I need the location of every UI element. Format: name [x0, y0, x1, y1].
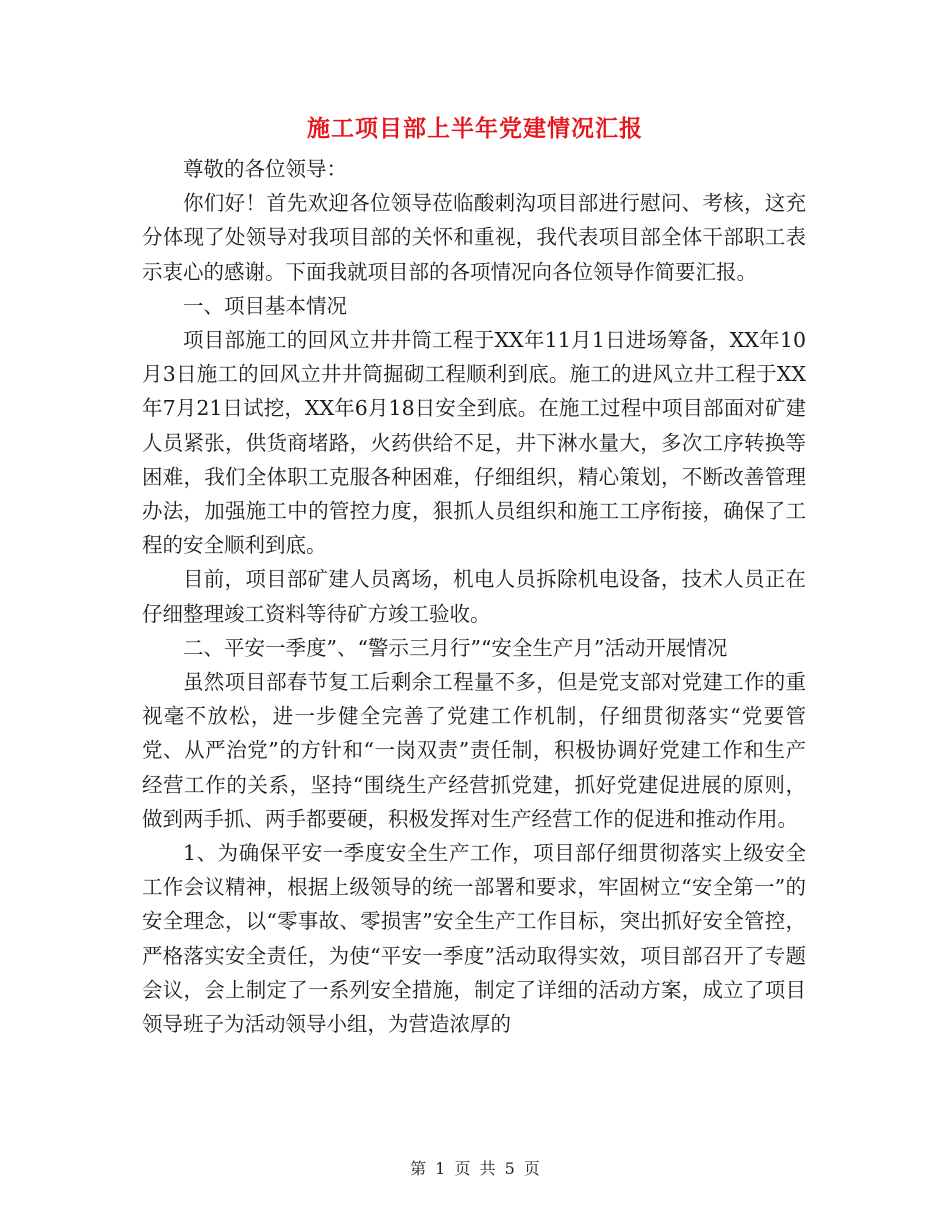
section-heading-1: 一、项目基本情况 [183, 293, 347, 318]
page-footer: 第 1 页 共 5 页 [410, 1159, 540, 1178]
document-body [142, 152, 806, 1041]
paragraph-current-status: 目前，项目部矿建人员离场，机电人员拆除机电设备，技术人员正在仔细整理竣工资料等待矿方竣工验收。 [142, 567, 806, 626]
paragraph-safety-item-1: 1、为确保平安一季度安全生产工作，项目部仔细贯彻落实上级安全工作会议精神，根据上级领导的统一部署和要求，牢固树立“安全第一”的安全理念，以“零事故、零损害”安全生产工作目标，突出抓好安全管控，严格落实安全责任，为使“平安一季度”活动取得实效，项目部召开了专题会议，会上制定了一系列安全措施，制定了详细的活动方案，成立了项目领导班子为活动领导小组，为营造浓厚的 [142, 841, 806, 1037]
paragraph-party-building: 虽然项目部春节复工后剩余工程量不多，但是党支部对党建工作的重视毫不放松，进一步健全完善了党建工作机制，仔细贯彻落实“党要管党、从严治党”的方针和“一岗双责”责任制，积极协调好党建工作和生产经营工作的关系，坚持“围绕生产经营抓党建，抓好党建促进展的原则，做到两手抓、两手都要硬，积极发挥对生产经营工作的促进和推动作用。 [142, 670, 806, 831]
salutation: 尊敬的各位领导： [183, 157, 347, 181]
paragraph-intro: 你们好！首先欢迎各位领导莅临酸刺沟项目部进行慰问、考核，这充分体现了处领导对我项目部的关怀和重视，我代表项目部全体干部职工表示衷心的感谢。下面我就项目部的各项情况向各位领导作简要汇报。 [142, 191, 806, 284]
document-title: 施工项目部上半年党建情况汇报 [307, 115, 643, 142]
paragraph-project-overview: 项目部施工的回风立井井筒工程于XX年11月1日进场筹备，XX年10月3日施工的回风立井井筒掘砌工程顺利到底。施工的进风立井工程于XX年7月21日试挖，XX年6月18日安全到底。在施工过程中项目部面对矿建人员紧张，供货商堵路，火药供给不足，井下淋水量大，多次工序转换等困难，我们全体职工克服各种困难，仔细组织，精心策划，不断改善管理办法，加强施工中的管控力度，狠抓人员组织和施工工序衔接，确保了工程的安全顺利到底。 [142, 328, 806, 558]
section-heading-2: 二、平安一季度”、“警示三月行”“安全生产月”活动开展情况 [183, 635, 728, 660]
